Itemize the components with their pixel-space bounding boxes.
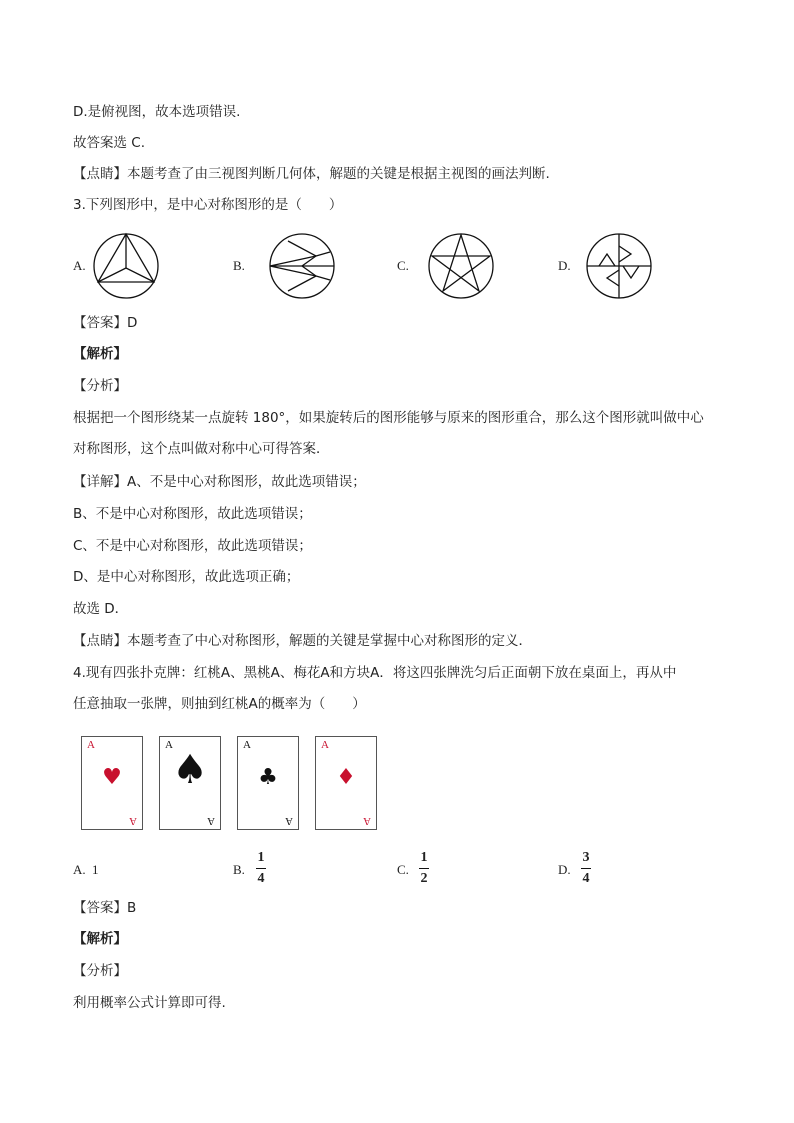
question-4: 4.现有四张扑克牌：红桃A、黑桃A、梅花A和方块A．将这四张牌洗匀后正面朝下放在桌面上，再从中 xyxy=(73,665,677,681)
playing-card-clubs xyxy=(237,736,299,830)
fraction-three-quarters xyxy=(581,850,591,887)
answer-3: 【答案】D xyxy=(73,315,138,331)
analysis-heading: 【解析】 xyxy=(73,931,127,947)
numerator: 1 xyxy=(257,850,265,865)
card-rank: A xyxy=(285,815,293,827)
playing-card-spades xyxy=(159,736,221,830)
option-label: A. xyxy=(73,258,86,273)
numerator: 3 xyxy=(582,850,590,865)
text-line: 故选 D． xyxy=(73,601,129,617)
figure-d-pinwheel-in-circle xyxy=(585,232,653,300)
figure-b-arrow-in-circle xyxy=(268,232,336,300)
playing-card-hearts xyxy=(81,736,143,830)
text-line: 对称图形，这个点叫做对称中心可得答案． xyxy=(73,441,330,457)
text-line: D、是中心对称图形，故此选项正确； xyxy=(73,569,300,585)
option-label: D. xyxy=(558,258,571,273)
answer-4: 【答案】B xyxy=(73,900,137,916)
option-label: B. xyxy=(233,258,245,273)
text-line: 故答案选 C. xyxy=(73,135,146,151)
question-3: 3.下列图形中，是中心对称图形的是（ ） xyxy=(73,197,343,213)
denominator: 4 xyxy=(582,871,590,886)
card-rank: A xyxy=(165,739,173,751)
text-line: B、不是中心对称图形，故此选项错误； xyxy=(73,506,312,522)
option-label: B. xyxy=(233,862,245,877)
denominator: 2 xyxy=(420,871,428,886)
text-line: C、不是中心对称图形，故此选项错误； xyxy=(73,538,312,554)
option-label: A. xyxy=(73,862,86,877)
club-icon: ♣ xyxy=(258,765,278,790)
text-line: 根据把一个图形绕某一点旋转 180°，如果旋转后的图形能够与原来的图形重合，那么这个图形就叫做中心 xyxy=(73,410,704,426)
text-line: 利用概率公式计算即可得. xyxy=(73,995,226,1011)
card-rank: A xyxy=(363,815,371,827)
fraction-one-quarter xyxy=(256,850,266,887)
card-rank: A xyxy=(243,739,251,751)
fraction-one-half xyxy=(419,850,429,887)
option-label: D. xyxy=(558,862,571,877)
card-rank: A xyxy=(129,815,137,827)
playing-card-diamonds xyxy=(315,736,377,830)
spade-icon: ♠ xyxy=(172,747,208,793)
numerator: 1 xyxy=(420,850,428,865)
analysis-heading: 【解析】 xyxy=(73,346,127,362)
text-line: D.是俯视图，故本选项错误. xyxy=(73,104,241,120)
section-heading: 【分析】 xyxy=(73,378,127,394)
card-rank: A xyxy=(207,815,215,827)
section-heading: 【分析】 xyxy=(73,963,127,979)
question-4-cont: 任意抽取一张牌，则抽到红桃A的概率为（ ） xyxy=(73,696,366,712)
text-line: 【点睛】本题考查了中心对称图形，解题的关键是掌握中心对称图形的定义． xyxy=(73,633,532,649)
option-label: C. xyxy=(397,258,409,273)
denominator: 4 xyxy=(257,871,265,886)
heart-icon: ♥ xyxy=(102,765,122,790)
figure-a-triangle-in-circle xyxy=(92,232,160,300)
figure-c-star-in-circle xyxy=(427,232,495,300)
text-line: 【点睛】本题考查了由三视图判断几何体，解题的关键是根据主视图的画法判断. xyxy=(73,166,550,182)
card-rank: A xyxy=(321,739,329,751)
option-value: 1 xyxy=(92,862,99,877)
option-label: C. xyxy=(397,862,409,877)
text-line: 【详解】A、不是中心对称图形，故此选项错误； xyxy=(73,474,366,490)
card-rank: A xyxy=(87,739,95,751)
diamond-icon: ♦ xyxy=(336,765,356,790)
